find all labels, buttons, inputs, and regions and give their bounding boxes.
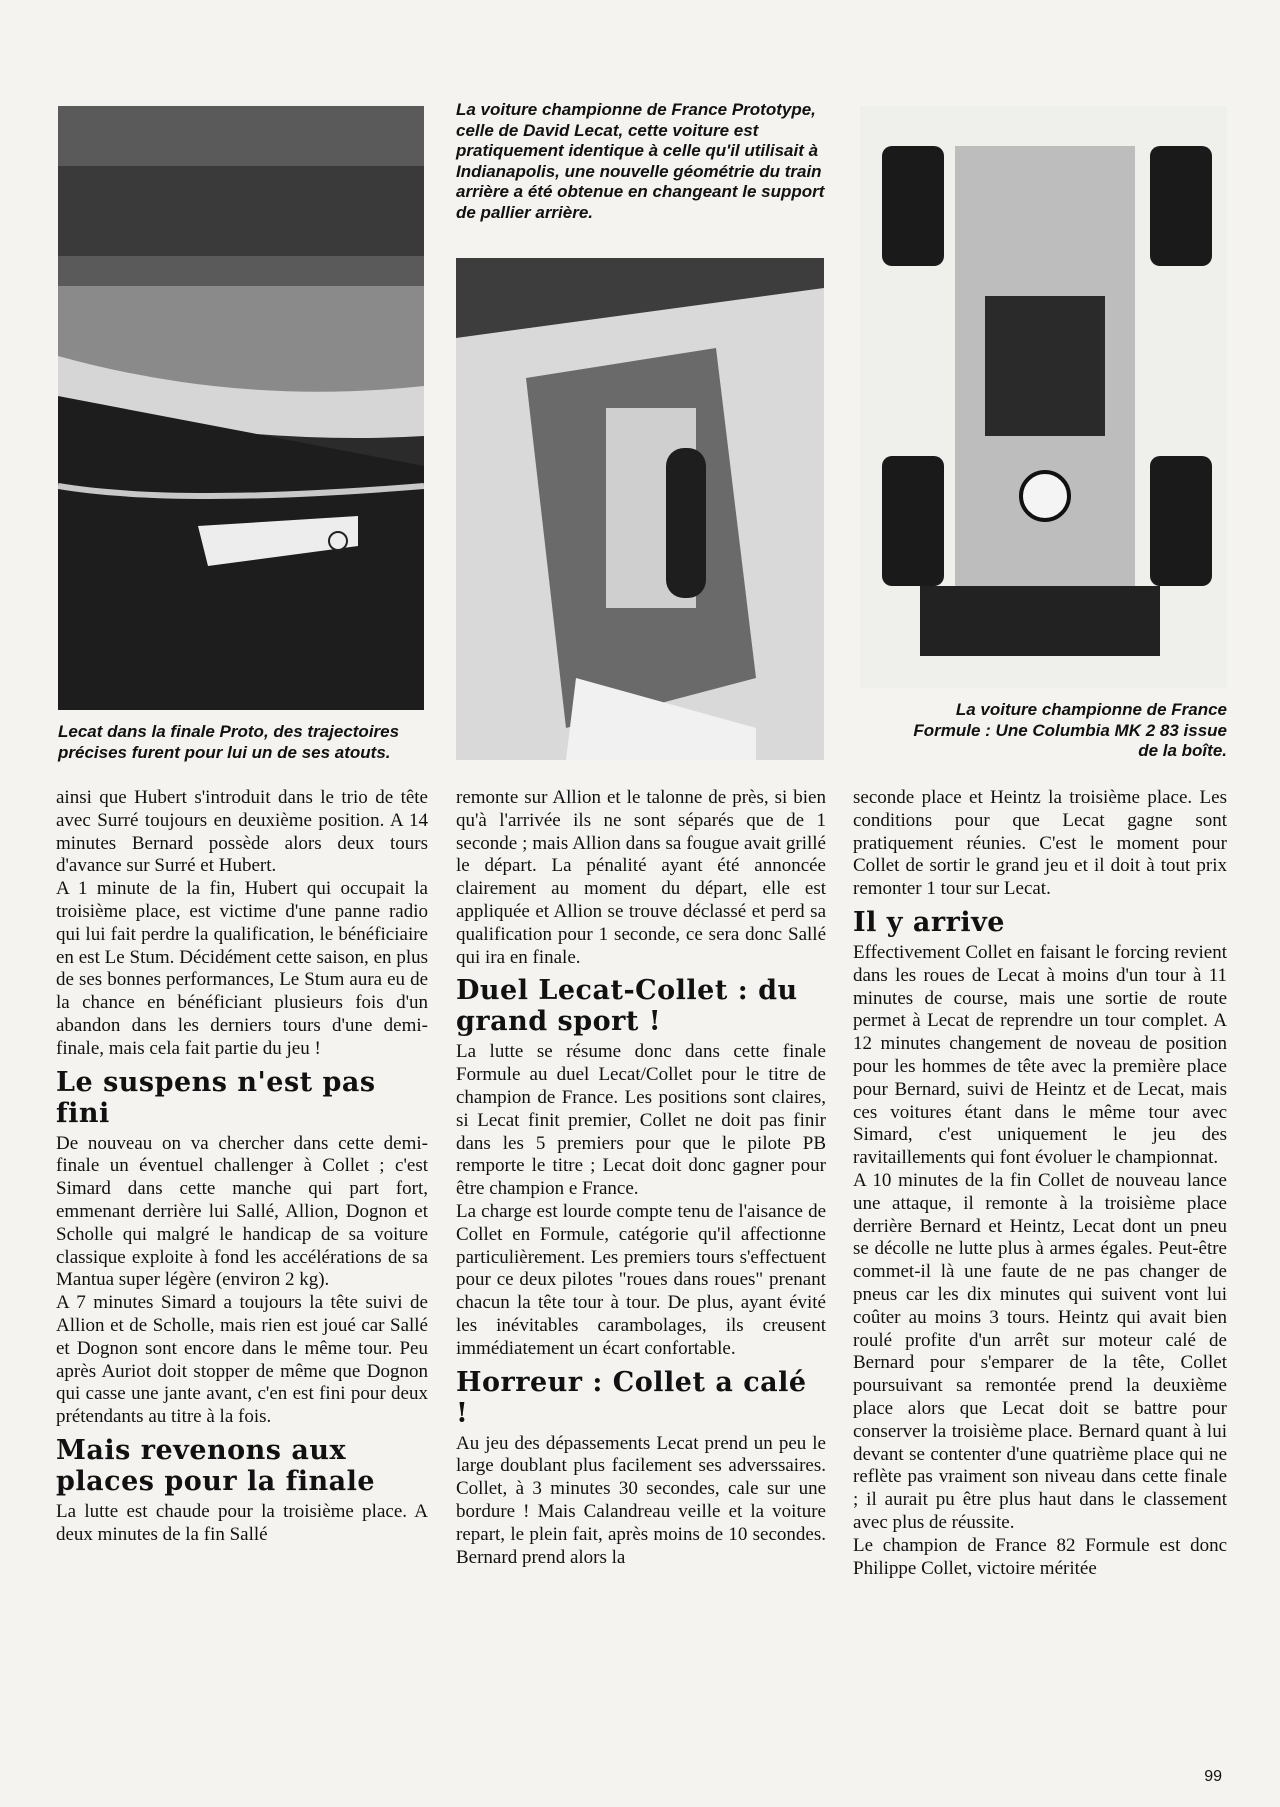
article-column-1	[56, 787, 428, 1547]
col2-paragraph: remonte sur Allion et le talonne de près, si bien qu'à l'arrivée ils ne sont séparés que de 1 seconde ; mais Allion dans sa fougue avait grillé le départ. La pénalité ayant été annoncée clairement au moment du départ, elle est appliquée et Allion se trouve déclassé et perd sa qualification pour 1 seconde, ce sera donc Sallé qui ira en finale.	[456, 787, 826, 968]
photo-prototype-chassis	[456, 258, 824, 760]
col1-paragraph: ainsi que Hubert s'introduit dans le trio de tête avec Surré toujours en deuxième position. A 14 minutes Bernard possède alors deux tours d'avance sur Surré et Hubert.	[56, 787, 428, 877]
col3-heading: Il y arrive	[853, 906, 1005, 938]
photo-formule-chassis	[860, 106, 1227, 688]
col3-paragraph: A 10 minutes de la fin Collet de nouveau lance une attaque, il remonte à la troisième place derrière Bernard et Heintz, Lecat dont un pneu se décolle ne lutte plus à armes égales. Peut-être commet-il là une faute de ne pas changer de pneus car les dix minutes qui suivent vont lui coûter au moins 3 tours. Heintz qui avait bien roulé profite d'un arrêt sur moteur calé de Bernard pour s'emparer de la tête, Collet poursuivant sa remontée prend la deuxième place alors que Lecat doit se battre pour conserver la troisième place. Bernard quant à lui devant se contenter d'une quatrième place qui ne reflète pas vraiment son niveau dans cette finale ; il aurait pu être plus haut dans le classement avec plus de réussite.	[853, 1169, 1227, 1533]
col3-paragraph: seconde place et Heintz la troisième place. Les conditions pour que Lecat gagne sont pratiquement réunies. C'est le moment pour Collet de sortir le grand jeu et il doit à tout prix remonter 1 tour sur Lecat.	[853, 787, 1227, 900]
page-number: 99	[1204, 1768, 1222, 1785]
col2-heading: Duel Lecat-Collet : du grand sport !	[456, 975, 798, 1038]
col3-paragraph: Le champion de France 82 Formule est donc Philippe Collet, victoire méritée	[853, 1534, 1227, 1579]
col1-heading: Mais revenons aux places pour la finale	[56, 1434, 376, 1497]
article-column-3	[853, 787, 1227, 1580]
col2-paragraph: Au jeu des dépassements Lecat prend un peu le large doublant plus facilement ses adverssaires. Collet, à 3 minutes 30 secondes, cale sur une bordure ! Mais Calandreau veille et la voiture repart, le plein fait, après moins de 10 secondes. Bernard prend alors la	[456, 1432, 826, 1568]
col1-paragraph: A 1 minute de la fin, Hubert qui occupait la troisième place, est victime d'une panne radio qui lui fait perdre la qualification, le bénéficiaire en est Le Stum. Décidément cette saison, en plus de ses bonnes performances, Le Stum aura eu de la chance en bénéficiant plusieurs fois d'un abandon dans les derniers tours d'une demi-finale, mais cela fait partie du jeu !	[56, 878, 428, 1059]
photo-race-track	[58, 106, 424, 710]
caption-photo2: La voiture championne de France Prototype, celle de David Lecat, cette voiture est pratiquement identique à celle qu'il utilisait à Indianapolis, une nouvelle géométrie du train arrière a été obtenue en changeant le support de pallier arrière.	[456, 100, 825, 222]
article-column-2	[456, 787, 826, 1569]
col1-heading: Le suspens n'est pas fini	[56, 1066, 376, 1129]
col1-paragraph: La lutte est chaude pour la troisième place. A deux minutes de la fin Sallé	[56, 1500, 428, 1545]
caption-photo3: La voiture championne de France Formule : Une Columbia MK 2 83 issue de la boîte.	[913, 700, 1227, 760]
col2-heading: Horreur : Collet a calé !	[456, 1366, 807, 1429]
col3-paragraph: Effectivement Collet en faisant le forcing revient dans les roues de Lecat à moins d'un tour à 11 minutes de course, mais une sortie de route permet à Lecat de reprendre un tour complet. A 12 minutes changement de noveau de position pour les hommes de tête avec la première place pour Bernard, suivi de Heintz et de Lecat, mais ces voitures étant dans le même tour avec Simard, c'est uniquement le jeu des ravitaillements qui font évoluer le championnat.	[853, 941, 1227, 1169]
col2-paragraph: La lutte se résume donc dans cette finale Formule au duel Lecat/Collet pour le titre de champion de France. Les positions sont claires, si Lecat finit premier, Collet ne doit pas finir dans les 5 premiers pour que le pilote PB remporte le titre ; Lecat doit donc gagner pour être champion e France.	[456, 1041, 826, 1200]
col1-paragraph: A 7 minutes Simard a toujours la tête suivi de Allion et de Scholle, mais rien est joué car Sallé et Dognon sont encore dans le même tour. Peu après Auriot doit stopper de même que Dognon qui casse une jante avant, c'en est fini pour deux prétendants au titre à la fois.	[56, 1292, 428, 1428]
col1-paragraph: De nouveau on va chercher dans cette demi-finale un éventuel challenger à Collet ; c'est Simard dans cette manche qui part fort, emmenant derrière lui Sallé, Allion, Dognon et Scholle qui malgré le handicap de sa voiture classique exploite à fond les accélérations de sa Mantua super légère (environ 2 kg).	[56, 1132, 428, 1291]
col2-paragraph: La charge est lourde compte tenu de l'aisance de Collet en Formule, catégorie qu'il affectionne particulièrement. Les premiers tours s'effectuent pour ce deux pilotes "roues dans roues" prenant chacun la tête tour à tour. De plus, ayant évité les inévitables carambolages, ils creusent immédiatement un écart confortable.	[456, 1200, 826, 1359]
caption-photo1: Lecat dans la finale Proto, des trajectoires précises furent pour lui un de ses atouts.	[58, 722, 400, 762]
